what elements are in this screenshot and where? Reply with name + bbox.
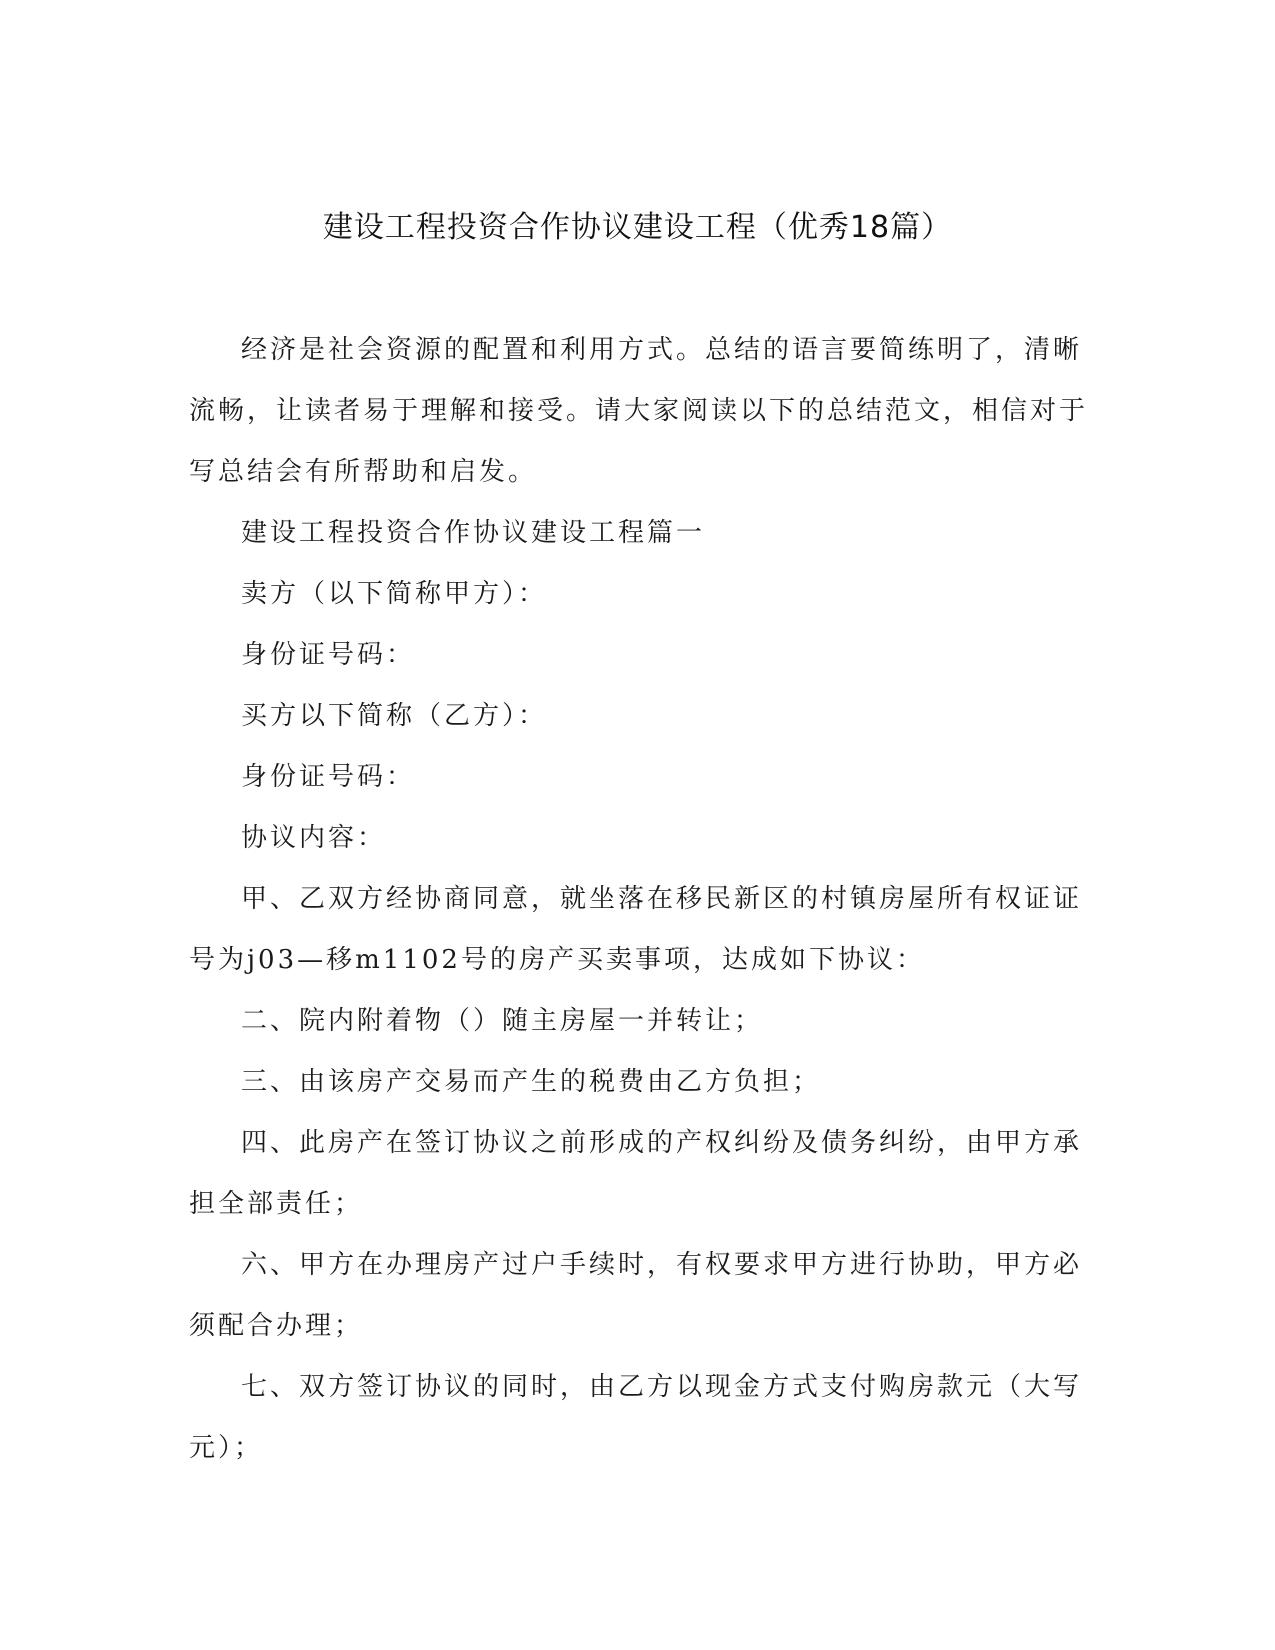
clause-6: 六、甲方在办理房产过户手续时，有权要求甲方进行协助，甲方必须配合办理； <box>189 1250 1083 1341</box>
seller-line: 卖方（以下简称甲方）： <box>241 579 548 609</box>
agreement-preamble: 甲、乙双方经协商同意，就坐落在移民新区的村镇房屋所有权证证号为j03—移m1102号的房产买卖事项，达成如下协议： <box>189 884 1083 975</box>
section-heading: 建设工程投资合作协议建设工程篇一 <box>241 518 706 548</box>
buyer-id-line: 身份证号码： <box>241 762 416 792</box>
seller-id-line: 身份证号码： <box>241 640 416 670</box>
clause-7: 七、双方签订协议的同时，由乙方以现金方式支付购房款元（大写元）； <box>189 1372 1083 1463</box>
intro-paragraph: 经济是社会资源的配置和利用方式。总结的语言要简练明了，清晰流畅，让读者易于理解和接受。请大家阅读以下的总结范文，相信对于写总结会有所帮助和启发。 <box>189 335 1089 487</box>
buyer-line: 买方以下简称（乙方）： <box>241 701 548 731</box>
clause-3: 三、由该房产交易而产生的税费由乙方负担； <box>241 1067 822 1097</box>
document-title: 建设工程投资合作协议建设工程（优秀18篇） <box>322 210 953 245</box>
document-body <box>189 320 1089 1479</box>
agreement-content-label: 协议内容： <box>241 823 387 853</box>
clause-2: 二、院内附着物（）随主房屋一并转让； <box>241 1006 764 1036</box>
clause-4: 四、此房产在签订协议之前形成的产权纠纷及债务纠纷，由甲方承担全部责任； <box>189 1128 1083 1219</box>
